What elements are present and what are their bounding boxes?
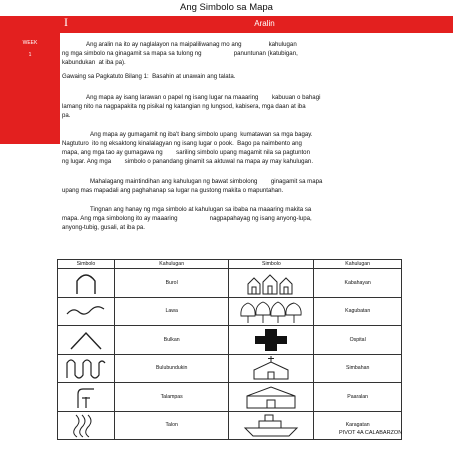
- meaning-ospital: Ospital: [314, 326, 402, 355]
- lesson-banner: [76, 16, 453, 33]
- ship-icon: [229, 411, 314, 440]
- meaning-karagatan: Karagatan: [314, 411, 402, 440]
- intro-line-1: Ang aralin na ito ay naglalayon na maipaliliwanag mo ang kahulugan: [86, 41, 297, 48]
- table-header-row: [58, 260, 402, 269]
- cliff-waterfall-icon: [58, 383, 115, 412]
- paragraph-4-line-2: mapa. Ang mga simbolong ito ay maaaring nagpapahayag ng isang anyong-lupa,: [62, 215, 312, 222]
- meaning-lawa: Lawa: [114, 297, 229, 326]
- cross-hospital-icon: [229, 326, 314, 355]
- paragraph-4-line-1: Tingnan ang hanay ng mga simbolo at kahulugan sa ibaba na maaaring makita sa: [90, 206, 312, 213]
- lesson-number: I: [64, 15, 68, 29]
- paragraph-1-line-3: pa.: [62, 112, 71, 119]
- lesson-number-box: [60, 16, 76, 33]
- table-row: [58, 354, 402, 383]
- header-kahulugan-2: Kahulugan: [314, 260, 402, 269]
- table-row: [58, 269, 402, 298]
- table-row: [58, 326, 402, 355]
- meaning-paaralan: Paaralan: [314, 383, 402, 412]
- wave-lake-icon: [58, 297, 115, 326]
- week-sidebar: [0, 16, 60, 144]
- week-label: WEEK: [22, 40, 38, 46]
- meaning-bulkan: Bulkan: [114, 326, 229, 355]
- footer-text: PIVOT 4A CALABARZON: [339, 430, 403, 436]
- header-simbolo-2: Simbolo: [229, 260, 314, 269]
- paragraph-1-line-2: lamang nito na nagpapakita ng pisikal ng katangian ng lungsod, kabisera, mga daan at iba: [62, 103, 306, 110]
- table-row: [58, 383, 402, 412]
- houses-icon: [229, 269, 314, 298]
- paragraph-3-line-2: upang mas mapadali ang paghahanap sa lugar na gustong makita o mapuntahan.: [62, 187, 284, 194]
- arch-mountain-icon: [58, 269, 115, 298]
- school-house-icon: [229, 383, 314, 412]
- paragraph-2-line-2: Nagtuturo ito ng eksaktong kinalalagyan ng isang lugar o pook. Bago pa naimbento ang: [62, 140, 302, 147]
- church-icon: [229, 354, 314, 383]
- meaning-bulubundukin: Bulubundukin: [114, 354, 229, 383]
- lesson-label: Aralin: [254, 19, 275, 28]
- activity-instruction: Gawaing sa Pagkatuto Bilang 1: Basahin at unawain ang talata.: [62, 73, 236, 80]
- peak-volcano-icon: [58, 326, 115, 355]
- meaning-kagubatan: Kagubatan: [314, 297, 402, 326]
- paragraph-1-line-1: Ang mapa ay isang larawan o papel ng isang lugar na maaaring kabuuan o bahagi: [86, 94, 321, 101]
- header-simbolo-1: Simbolo: [58, 260, 115, 269]
- table-row: [58, 297, 402, 326]
- symbol-table: [57, 259, 402, 440]
- intro-line-3: kabundukan at iba pa).: [62, 59, 126, 66]
- week-number: 1: [28, 52, 32, 58]
- river-lines-icon: [58, 411, 115, 440]
- paragraph-2-line-3: mapa, ang mga tao ay gumagawa ng sariling simbolo upang magamit nila sa pagtunton: [62, 149, 310, 156]
- paragraph-4-line-3: anyong-tubig, gusali, at iba pa.: [62, 224, 146, 231]
- paragraph-2-line-4: ng lugar. Ang mga simbolo o panandang ginamit sa aktuwal na mapa ay may kahulugan.: [62, 158, 314, 165]
- meaning-talon: Talon: [114, 411, 229, 440]
- trees-icon: [229, 297, 314, 326]
- page-title: Ang Simbolo sa Mapa: [180, 2, 273, 13]
- paragraph-2-line-1: Ang mapa ay gumagamit ng iba't ibang simbolo upang kumatawan sa mga bagay.: [90, 131, 313, 138]
- zigzag-mountain-range-icon: [58, 354, 115, 383]
- meaning-talampas: Talampas: [114, 383, 229, 412]
- header-kahulugan-1: Kahulugan: [114, 260, 229, 269]
- meaning-burol: Burol: [114, 269, 229, 298]
- meaning-kabahayan: Kabahayan: [314, 269, 402, 298]
- paragraph-3-line-1: Mahalagang maintindihan ang kahulugan ng bawat simbolong ginagamit sa mapa: [90, 178, 323, 185]
- meaning-simbahan: Simbahan: [314, 354, 402, 383]
- intro-line-2: ng mga simbolo na ginagamit sa mapa sa tulong ng panuntunan (katubigan,: [62, 50, 298, 57]
